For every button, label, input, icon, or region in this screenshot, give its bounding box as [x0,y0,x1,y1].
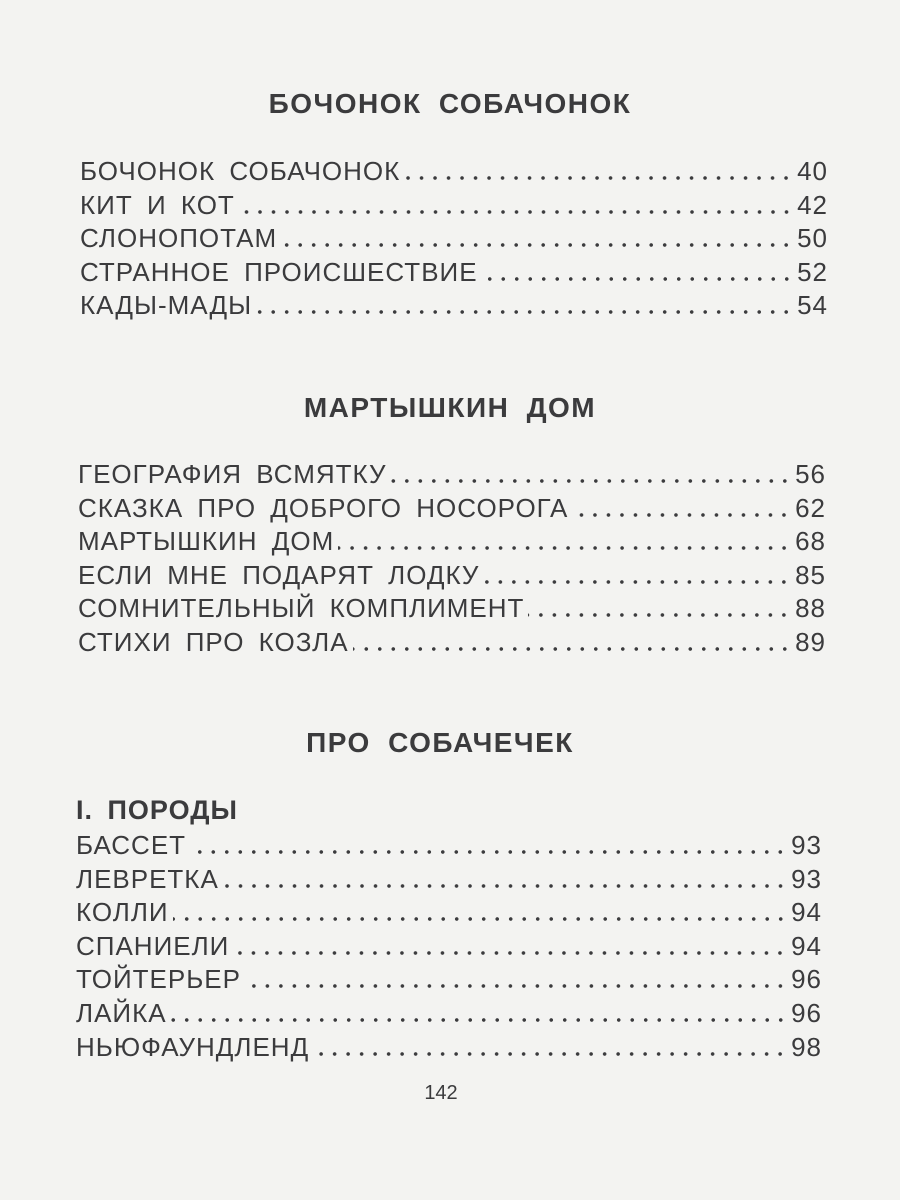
entry-title: СКАЗКА ПРО ДОБРОГО НОСОРОГА [78,492,569,523]
entry-page: 56 [795,459,826,489]
entry-title: ЛАЙКА [76,997,167,1028]
entry-page: 98 [791,1031,822,1062]
dot-leader [404,176,793,180]
dot-leader [245,984,787,988]
section-heading: БОЧОНОК СОБАЧОНОК [268,88,632,119]
entry-title: ЕСЛИ МНЕ ПОДАРЯТ ЛОДКУ [78,559,480,590]
entry-title: СПАНИЕЛИ [76,930,230,961]
entry-page: 93 [791,830,822,860]
toc-entry [78,560,826,594]
entry-title: СОМНИТЕЛЬНЫЙ КОМПЛИМЕНТ [78,593,525,624]
entry-title: КАДЫ-МАДЫ [80,290,253,321]
toc-entry [78,526,826,560]
subsection-heading: I. ПОРОДЫ [76,795,238,825]
entry-page: 50 [797,223,828,254]
entry-title: СЛОНОПОТАМ [80,223,278,254]
toc-entry [76,1032,822,1066]
page-number: 142 [424,1082,458,1104]
entry-title: ТОЙТЕРЬЕР [76,964,241,995]
entry-page: 89 [795,626,826,657]
dot-leader [256,310,793,314]
entry-title: НЬЮФАУНДЛЕНД [76,1031,310,1062]
entry-page: 42 [797,189,828,220]
entry-title: ГЕОГРАФИЯ ВСМЯТКУ [78,459,387,489]
toc-entry [76,964,822,998]
toc-entry [78,493,826,527]
dot-leader [572,513,791,517]
dot-leader [190,850,787,854]
dot-leader [239,210,793,214]
entry-title: СТИХИ ПРО КОЗЛА [78,626,349,657]
entry-page: 54 [797,290,828,321]
toc-entry [76,897,822,931]
toc-entry [76,931,822,965]
entry-title: МАРТЫШКИН ДОМ [78,526,335,557]
entry-page: 62 [795,492,826,523]
dot-leader [233,951,787,955]
toc-list [80,156,828,324]
toc-entry [80,223,828,257]
entry-page: 96 [791,964,822,995]
dot-leader [173,917,787,921]
section-heading: МАРТЫШКИН ДОМ [303,392,597,423]
toc-entry [80,257,828,291]
entry-page: 40 [797,156,828,186]
toc-entry [80,190,828,224]
dot-leader [391,479,792,483]
entry-page: 94 [791,897,822,928]
dot-leader [223,884,787,888]
toc-list [76,830,822,1065]
entry-page: 93 [791,863,822,894]
dot-leader [281,243,793,247]
dot-leader [338,546,791,550]
toc-entry [76,998,822,1032]
entry-page: 68 [795,526,826,557]
toc-entry [78,627,826,661]
entry-title: КОЛЛИ [76,897,169,928]
dot-leader [528,613,791,617]
entry-page: 88 [795,593,826,624]
toc-entry [80,156,828,190]
entry-title: КИТ И КОТ [80,189,235,220]
entry-title: БАССЕТ [76,830,187,860]
toc-entry [76,830,822,864]
toc-list [78,459,826,661]
entry-page: 94 [791,930,822,961]
dot-leader [482,277,794,281]
dot-leader [483,580,791,584]
entry-title: ЛЕВРЕТКА [76,863,219,894]
section-heading: ПРО СОБАЧЕЧЕК [306,727,574,758]
dot-leader [353,647,792,651]
entry-title: БОЧОНОК СОБАЧОНОК [80,156,401,186]
dot-leader [171,1018,787,1022]
entry-page: 85 [795,559,826,590]
toc-entry [78,593,826,627]
entry-page: 52 [797,256,828,287]
entry-title: СТРАННОЕ ПРОИСШЕСТВИЕ [80,256,478,287]
toc-entry [78,459,826,493]
dot-leader [313,1052,787,1056]
toc-entry [80,290,828,324]
toc-entry [76,864,822,898]
entry-page: 96 [791,997,822,1028]
